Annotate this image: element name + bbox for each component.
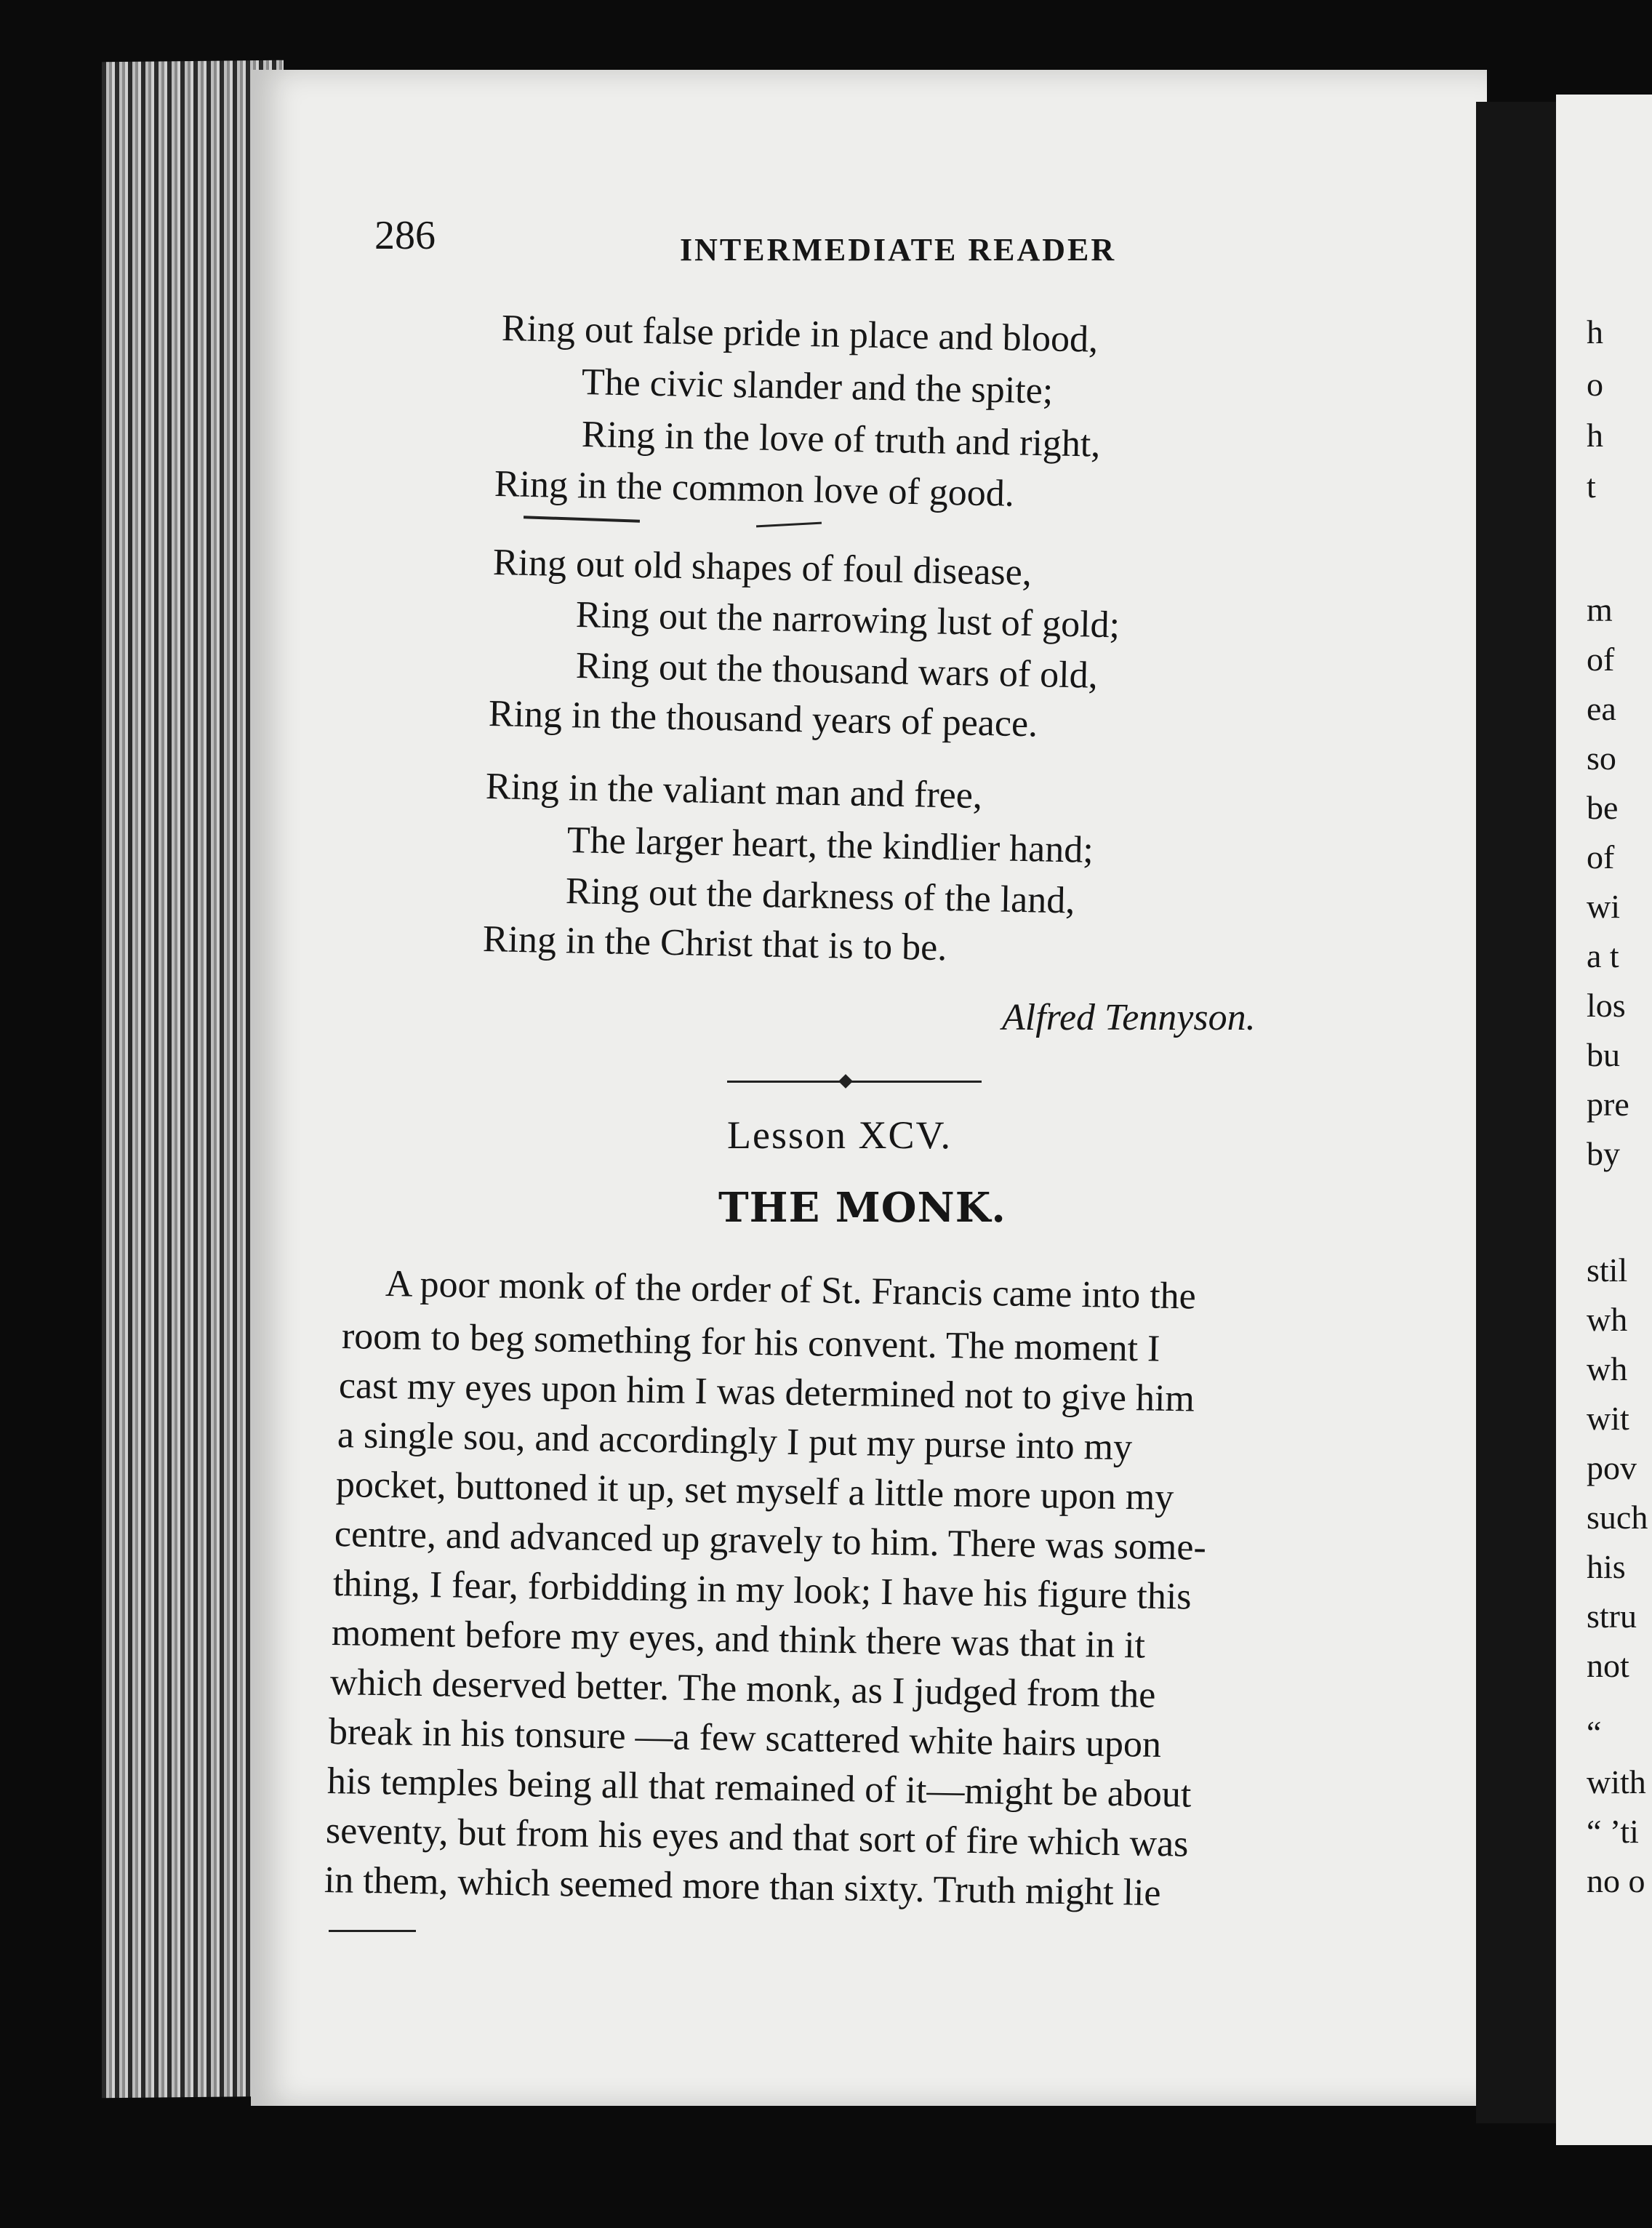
prose-line: centre, and advanced up gravely to him. There was some- <box>334 1513 1207 1568</box>
next-page-line: wh <box>1587 1301 1628 1338</box>
page-number: 286 <box>374 213 436 258</box>
next-page-line: be <box>1587 789 1619 826</box>
lesson-number: Lesson XCV. <box>727 1113 953 1157</box>
poem-line: Ring out false pride in place and blood, <box>501 308 1099 361</box>
prose-line: A poor monk of the order of St. Francis came into the <box>385 1263 1197 1318</box>
poem-line: Ring out the narrowing lust of gold; <box>575 594 1120 646</box>
next-page-line: ea <box>1587 690 1616 727</box>
prose-line: which deserved better. The monk, as I judged from the <box>329 1662 1156 1716</box>
poem-line: Ring in the common love of good. <box>494 463 1015 515</box>
next-page-line: t <box>1587 468 1596 505</box>
section-divider <box>727 1081 982 1083</box>
next-page-line: pre <box>1587 1086 1629 1123</box>
next-page-line: stru <box>1587 1598 1637 1635</box>
next-page-line: o <box>1587 366 1603 403</box>
ink-underline-mark <box>329 1930 416 1932</box>
next-page-line: of <box>1587 838 1615 875</box>
next-page-line: wi <box>1587 888 1620 925</box>
next-page-line: a t <box>1587 937 1619 974</box>
next-page-line: los <box>1587 987 1626 1024</box>
prose-line: thing, I fear, forbidding in my look; I have his figure this <box>332 1563 1192 1618</box>
prose-line: room to beg something for his convent. The moment I <box>341 1315 1160 1370</box>
prose-line: break in his tonsure —a few scattered white hairs upon <box>328 1711 1162 1766</box>
prose-line: a single sou, and accordingly I put my purse into my <box>337 1414 1133 1469</box>
poem-line: The larger heart, the kindlier hand; <box>566 820 1094 871</box>
lesson-title: THE MONK. <box>718 1184 1006 1232</box>
next-page-line: of <box>1587 641 1615 678</box>
next-page-line: such <box>1587 1499 1648 1536</box>
poem-line: The civic slander and the spite; <box>581 361 1054 412</box>
poem-line: Ring in the valiant man and free, <box>485 766 983 817</box>
next-page-line: m <box>1587 591 1613 628</box>
next-page-line: “ ’ti <box>1587 1813 1639 1850</box>
running-title: INTERMEDIATE READER <box>680 232 1117 268</box>
next-page-line: pov <box>1587 1449 1637 1486</box>
next-page-line: with <box>1587 1763 1646 1800</box>
poem-line: Ring in the love of truth and right, <box>581 414 1101 465</box>
next-page-line: not <box>1587 1647 1629 1684</box>
prose-line: in them, which seemed more than sixty. Truth might lie <box>324 1859 1161 1915</box>
next-page-line: so <box>1587 740 1616 777</box>
book-gutter <box>1476 102 1563 2123</box>
poem-line: Ring in the thousand years of peace. <box>488 693 1038 745</box>
poem-line: Ring out the darkness of the land, <box>565 870 1075 922</box>
prose-line: pocket, buttoned it up, set myself a little more upon my <box>335 1464 1174 1519</box>
next-page-line: h <box>1587 313 1603 350</box>
next-page-line: h <box>1587 417 1603 454</box>
next-page-line: stil <box>1587 1251 1628 1289</box>
prose-line: cast my eyes upon him I was determined not to give him <box>338 1365 1195 1420</box>
prose-line: moment before my eyes, and think there was that in it <box>331 1612 1146 1667</box>
next-page-line: by <box>1587 1135 1620 1172</box>
prose-line: his temples being all that remained of it—might be about <box>326 1760 1192 1816</box>
next-page-line: his <box>1587 1548 1626 1585</box>
next-page-line: bu <box>1587 1036 1620 1073</box>
poem-line: Ring in the Christ that is to be. <box>482 918 947 969</box>
poem-line: Ring out old shapes of foul disease, <box>492 542 1032 594</box>
next-page-line: “ <box>1587 1714 1602 1751</box>
poem-line: Ring out the thousand wars of old, <box>575 645 1099 697</box>
next-page-fragment <box>1556 95 1652 2145</box>
next-page-line: no o <box>1587 1862 1645 1899</box>
next-page-line: wh <box>1587 1350 1628 1387</box>
poem-author: Alfred Tennyson. <box>1002 997 1256 1038</box>
next-page-line: wit <box>1587 1400 1629 1437</box>
prose-line: seventy, but from his eyes and that sort of fire which was <box>325 1810 1189 1865</box>
